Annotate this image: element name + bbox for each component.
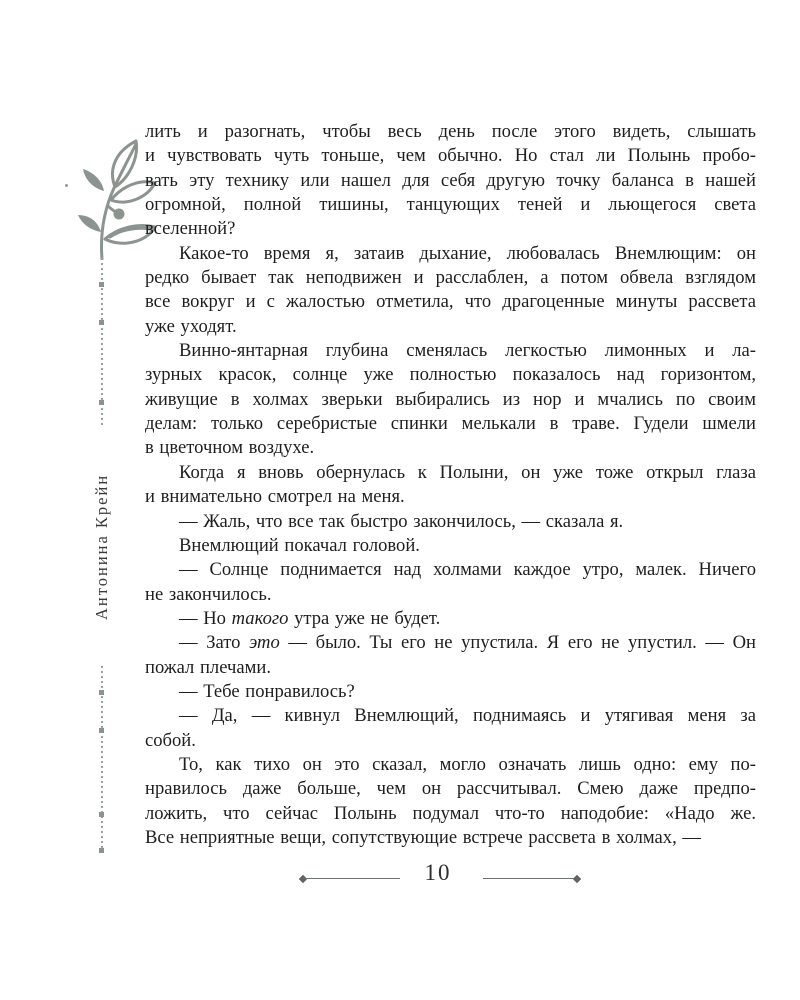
text-segment: редко бывает так неподвижен и расслаблен, а потом обвела взглядом bbox=[145, 267, 756, 289]
page-number: 10 bbox=[424, 860, 452, 885]
text-segment: вать эту технику или нашел для себя другую точку баланса в нашей bbox=[145, 169, 756, 191]
square-dot bbox=[99, 690, 104, 695]
text-line bbox=[145, 826, 756, 850]
text-line bbox=[145, 388, 756, 412]
text-line bbox=[145, 802, 756, 826]
text-line bbox=[145, 753, 756, 777]
text-line bbox=[145, 558, 756, 582]
text-line bbox=[145, 144, 756, 168]
text-segment: собой. bbox=[145, 729, 196, 751]
branch-leaf-icon bbox=[58, 136, 158, 260]
text-line bbox=[145, 729, 756, 753]
text-line bbox=[145, 680, 756, 704]
text-segment: и чувствовать чуть тоньше, чем обычно. Но стал ли Полынь пробо- bbox=[145, 145, 756, 167]
text-segment: Какое-то время я, затаив дыхание, любовалась Внемлющим: он bbox=[179, 242, 756, 264]
square-dot bbox=[99, 812, 104, 817]
footer-ornament-left bbox=[303, 878, 400, 879]
text-segment: в цветочном воздухе. bbox=[145, 437, 315, 459]
square-dot bbox=[99, 728, 104, 733]
text-segment: вселенной? bbox=[145, 218, 236, 240]
text-segment: Когда я вновь обернулась к Полыни, он уже тоже открыл глаза bbox=[179, 461, 756, 483]
italic-text-segment: такого bbox=[231, 607, 289, 629]
text-segment: — Зато bbox=[179, 632, 250, 654]
text-segment: То, как тихо он это сказал, могло означать лишь одно: ему по- bbox=[179, 753, 756, 775]
text-segment: зурных красок, солнце уже полностью показалось над горизонтом, bbox=[145, 364, 756, 386]
text-line bbox=[145, 266, 756, 290]
text-line bbox=[145, 217, 756, 241]
text-segment: — было. Ты его не упустила. Я его не упустил. — Он bbox=[279, 632, 756, 654]
text-segment: утра уже не будет. bbox=[288, 607, 441, 629]
text-line bbox=[145, 169, 756, 193]
text-line bbox=[145, 436, 756, 460]
text-segment: огромной, полной тишины, танцующих теней и льющегося света bbox=[145, 194, 756, 216]
footer-diamond-right bbox=[573, 874, 581, 882]
italic-text-segment: это bbox=[249, 632, 280, 654]
text-segment: и внимательно смотрел на меня. bbox=[145, 486, 405, 508]
text-segment: Внемлющий покачал головой. bbox=[179, 534, 420, 556]
text-line bbox=[145, 704, 756, 728]
footer-ornament-right bbox=[483, 878, 577, 879]
page-text bbox=[145, 120, 756, 850]
square-dot bbox=[99, 282, 104, 287]
text-line bbox=[145, 777, 756, 801]
text-segment: Винно-янтарная глубина сменялась легкостью лимонных и ла- bbox=[179, 340, 756, 362]
text-segment: ложить, что сейчас Полынь подумал что-то наподобие: «Надо же. bbox=[145, 802, 756, 824]
text-line bbox=[145, 485, 756, 509]
text-segment: нравилось даже больше, чем он рассчитывал. Смею даже предпо- bbox=[145, 778, 756, 800]
text-segment: пожал плечами. bbox=[145, 656, 271, 678]
square-dot bbox=[99, 400, 104, 405]
text-segment: — Жаль, что все так быстро закончилось, — сказала я. bbox=[179, 510, 624, 532]
text-segment: не закончилось. bbox=[145, 583, 272, 605]
text-segment: — Солнце поднимается над холмами каждое утро, малек. Ничего bbox=[179, 559, 756, 581]
text-segment: живущие в холмах зверьки выбирались из нор и мчались по своим bbox=[145, 388, 756, 410]
text-line bbox=[145, 315, 756, 339]
text-line bbox=[145, 193, 756, 217]
text-segment: лить и разогнать, чтобы весь день после этого видеть, слышать bbox=[145, 121, 756, 142]
text-line bbox=[145, 607, 756, 631]
square-dot bbox=[99, 848, 104, 853]
text-line bbox=[145, 290, 756, 314]
text-line bbox=[145, 534, 756, 558]
margin-dot bbox=[65, 184, 68, 187]
text-line bbox=[145, 412, 756, 436]
text-line bbox=[145, 583, 756, 607]
text-line bbox=[145, 510, 756, 534]
text-line bbox=[145, 242, 756, 266]
text-line bbox=[145, 631, 756, 655]
text-line bbox=[145, 363, 756, 387]
text-segment: — Да, — кивнул Внемлющий, поднимаясь и утягивая меня за bbox=[179, 705, 756, 727]
text-line bbox=[145, 120, 756, 144]
text-segment: — Но bbox=[179, 607, 232, 629]
text-line bbox=[145, 461, 756, 485]
text-segment: все вокруг и с жалостью отметила, что драгоценные минуты рассвета bbox=[145, 291, 756, 313]
text-segment: — Тебе понравилось? bbox=[179, 680, 355, 702]
text-segment: уже уходят. bbox=[145, 315, 237, 337]
text-line bbox=[145, 656, 756, 680]
text-segment: Все неприятные вещи, сопутствующие встрече рассвета в холмах, — bbox=[145, 826, 701, 848]
text-line bbox=[145, 339, 756, 363]
square-dot bbox=[99, 320, 104, 325]
author-name-vertical: Антонина Крейн bbox=[92, 473, 111, 621]
text-segment: делам: только серебристые спинки мелькали в траве. Гудели шмели bbox=[145, 413, 756, 435]
